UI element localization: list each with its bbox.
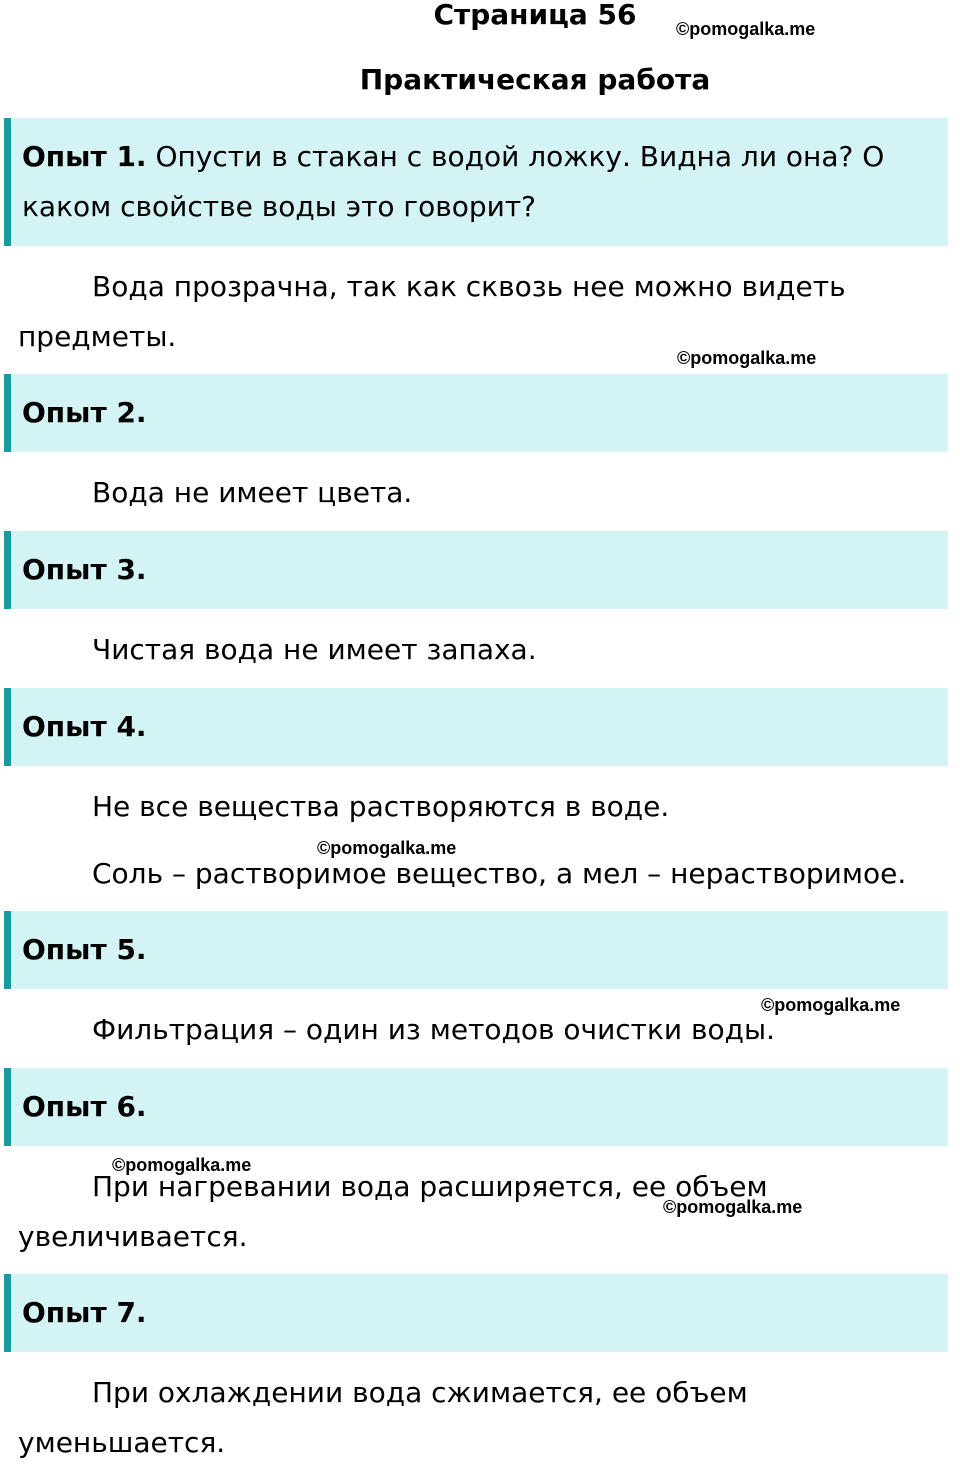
experiment-6-box <box>4 1068 948 1146</box>
watermark: ©pomogalka.me <box>663 1197 803 1217</box>
experiment-7-answer-text: При охлаждении вода сжимается, ее объем уменьшается. <box>18 1376 748 1459</box>
experiment-6-answer-text: При нагревании вода расширяется, ее объем увеличивается. <box>18 1170 768 1253</box>
experiment-4-answer-text: Не все вещества растворяются в воде. <box>92 790 670 823</box>
watermark: ©pomogalka.me <box>112 1155 252 1175</box>
experiment-1-box <box>4 118 948 246</box>
experiment-2-answer-text: Вода не имеет цвета. <box>92 476 413 509</box>
watermark: ©pomogalka.me <box>676 19 816 39</box>
experiment-1-answer-text: Вода прозрачна, так как сквозь нее можно видеть предметы. <box>18 270 846 353</box>
watermark: ©pomogalka.me <box>761 995 901 1015</box>
experiment-4-answer <box>18 782 958 832</box>
experiment-4-box <box>4 688 948 766</box>
watermark: ©pomogalka.me <box>317 838 457 858</box>
experiment-1-answer <box>18 262 958 362</box>
experiment-6-label: Опыт 6. <box>22 1090 147 1123</box>
experiment-5-box <box>4 911 948 989</box>
experiment-1-question <box>22 132 948 232</box>
experiment-5-answer-text: Фильтрация – один из методов очистки воды. <box>92 1013 775 1046</box>
experiment-2-answer <box>18 468 958 518</box>
section-title: Практическая работа <box>359 63 711 96</box>
experiment-1-label: Опыт 1. <box>22 140 147 173</box>
experiment-5-label: Опыт 5. <box>22 933 147 966</box>
experiment-2-box <box>4 374 948 452</box>
experiment-7-answer <box>18 1368 818 1468</box>
experiment-4-answer-2 <box>18 849 958 899</box>
experiment-3-answer-text: Чистая вода не имеет запаха. <box>92 633 537 666</box>
experiment-1-question-text: Опусти в стакан с водой ложку. Видна ли она? О каком свойстве воды это говорит? <box>22 140 885 223</box>
experiment-3-box <box>4 531 948 609</box>
page-title: Страница 56 <box>433 0 637 31</box>
experiment-2-label: Опыт 2. <box>22 396 147 429</box>
experiment-7-box <box>4 1274 948 1352</box>
experiment-3-label: Опыт 3. <box>22 553 147 586</box>
experiment-3-answer <box>18 625 958 675</box>
watermark: ©pomogalka.me <box>677 348 817 368</box>
experiment-7-label: Опыт 7. <box>22 1296 147 1329</box>
experiment-4-answer-2-text: Соль – растворимое вещество, а мел – нерастворимое. <box>92 857 907 890</box>
experiment-4-label: Опыт 4. <box>22 710 147 743</box>
